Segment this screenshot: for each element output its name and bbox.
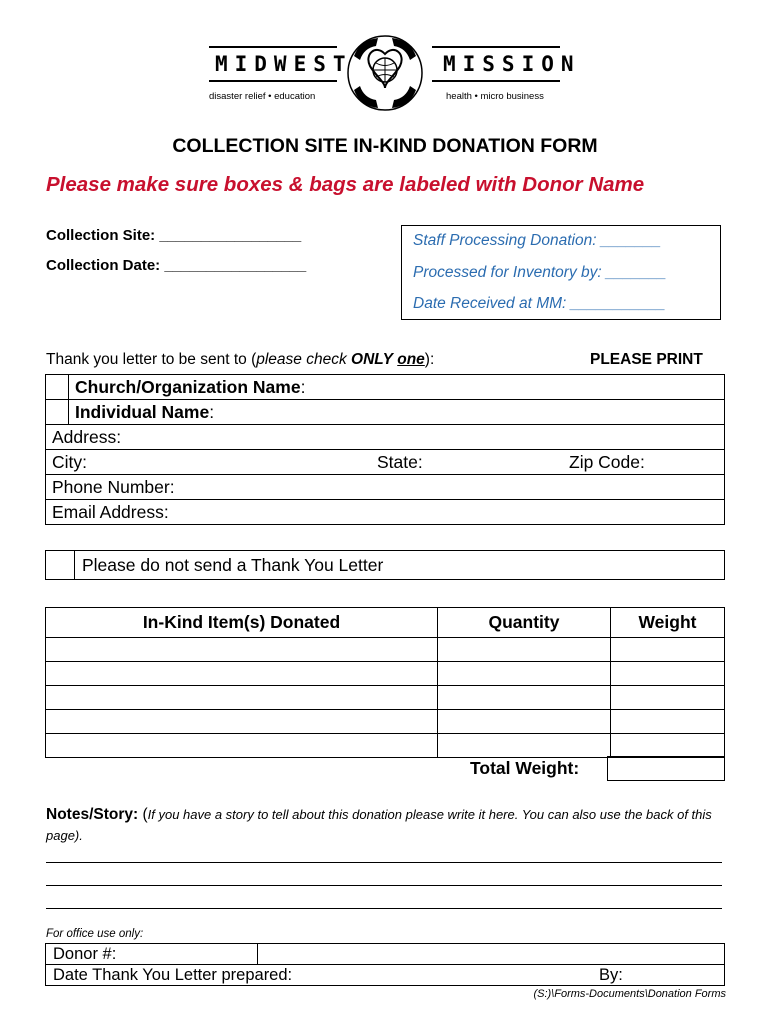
form-title: COLLECTION SITE IN-KIND DONATION FORM [172, 135, 598, 157]
label-reminder: Please make sure boxes & bags are labeled with Donor Name [46, 173, 645, 196]
zip-label: Zip Code: [569, 452, 645, 472]
weight-cell[interactable] [611, 734, 725, 758]
hands-globe-emblem-icon [340, 32, 430, 114]
quantity-cell[interactable] [438, 662, 611, 686]
individual-label: Individual Name [75, 402, 210, 422]
notes-line[interactable] [46, 908, 722, 909]
table-row [46, 662, 725, 686]
thank-you-instructions [46, 351, 434, 369]
logo-right-tagline: health • micro business [446, 91, 544, 102]
address-field[interactable]: Address: [46, 425, 725, 450]
notes-paren: ( [138, 806, 148, 823]
table-row [46, 400, 725, 425]
church-field[interactable] [69, 375, 725, 400]
please-print-note: PLEASE PRINT [590, 351, 703, 368]
staff-processing-field[interactable]: Staff Processing Donation: _______ [413, 232, 662, 249]
table-row [46, 944, 725, 965]
collection-site-field[interactable]: Collection Site: _________________ [46, 227, 302, 244]
quantity-cell[interactable] [438, 734, 611, 758]
thank-you-only: ONLY [351, 351, 393, 368]
table-row [46, 500, 725, 525]
state-label: State: [377, 452, 423, 472]
weight-cell[interactable] [611, 710, 725, 734]
thank-you-suffix: ): [424, 351, 435, 368]
item-cell[interactable] [46, 662, 438, 686]
church-colon: : [300, 377, 306, 397]
collection-date-field[interactable]: Collection Date: _________________ [46, 257, 307, 274]
item-cell[interactable] [46, 710, 438, 734]
table-row [46, 425, 725, 450]
notes-line[interactable] [46, 885, 722, 886]
individual-field[interactable] [69, 400, 725, 425]
notes-line[interactable] [46, 862, 722, 863]
individual-colon: : [209, 402, 215, 422]
notes-instructions [46, 804, 736, 846]
contact-table [45, 374, 725, 525]
quantity-cell[interactable] [438, 686, 611, 710]
date-received-field[interactable]: Date Received at MM: ___________ [413, 295, 666, 312]
item-cell[interactable] [46, 638, 438, 662]
table-row [46, 551, 725, 580]
table-row [46, 450, 725, 475]
letter-prepared-row[interactable] [46, 965, 725, 986]
table-row [46, 375, 725, 400]
item-cell[interactable] [46, 734, 438, 758]
logo-left-tagline: disaster relief • education [209, 91, 316, 102]
table-row [46, 475, 725, 500]
notes-label: Notes/Story: [46, 806, 139, 823]
weight-cell[interactable] [611, 638, 725, 662]
quantity-column-header: Quantity [438, 608, 611, 638]
table-row [46, 734, 725, 758]
logo-rule [209, 46, 337, 48]
items-column-header: In-Kind Item(s) Donated [46, 608, 438, 638]
weight-cell[interactable] [611, 686, 725, 710]
no-thank-you-table [45, 550, 725, 580]
church-label: Church/Organization Name [75, 377, 301, 397]
phone-field[interactable]: Phone Number: [46, 475, 725, 500]
thank-you-one: one [397, 351, 425, 368]
item-cell[interactable] [46, 686, 438, 710]
staff-processing-box [401, 225, 721, 320]
table-row [46, 686, 725, 710]
donated-items-table [45, 607, 725, 758]
thank-you-prefix: Thank you letter to be sent to ( [46, 351, 257, 368]
no-thank-you-label: Please do not send a Thank You Letter [75, 551, 725, 580]
logo-right-word: MISSION [443, 52, 581, 76]
by-label: By: [599, 965, 623, 984]
city-label: City: [52, 452, 87, 472]
donor-number-field[interactable] [258, 944, 725, 965]
table-row [46, 965, 725, 986]
logo-rule [432, 80, 560, 82]
quantity-cell[interactable] [438, 638, 611, 662]
logo-rule [209, 80, 337, 82]
quantity-cell[interactable] [438, 710, 611, 734]
logo-rule [432, 46, 560, 48]
weight-cell[interactable] [611, 662, 725, 686]
weight-column-header: Weight [611, 608, 725, 638]
no-thank-you-checkbox[interactable] [46, 551, 75, 580]
individual-checkbox[interactable] [46, 400, 69, 425]
church-checkbox[interactable] [46, 375, 69, 400]
total-weight-field[interactable] [607, 756, 725, 781]
city-state-zip-row[interactable] [46, 450, 725, 475]
table-row [46, 710, 725, 734]
processed-inventory-field[interactable]: Processed for Inventory by: _______ [413, 264, 667, 281]
thank-you-italic: please check [256, 351, 352, 368]
email-field[interactable]: Email Address: [46, 500, 725, 525]
file-path-footer: (S:)\Forms-Documents\Donation Forms [533, 988, 726, 1000]
notes-text: If you have a story to tell about this donation please write it here. You can also use the back of this page). [46, 807, 712, 843]
table-row [46, 638, 725, 662]
letter-prepared-label: Date Thank You Letter prepared: [53, 965, 293, 984]
total-weight-label: Total Weight: [470, 758, 580, 778]
donor-number-label: Donor #: [46, 944, 258, 965]
table-header-row [46, 608, 725, 638]
logo-left-word: MIDWEST [215, 52, 353, 76]
office-use-table [45, 943, 725, 986]
office-use-label: For office use only: [46, 928, 144, 940]
